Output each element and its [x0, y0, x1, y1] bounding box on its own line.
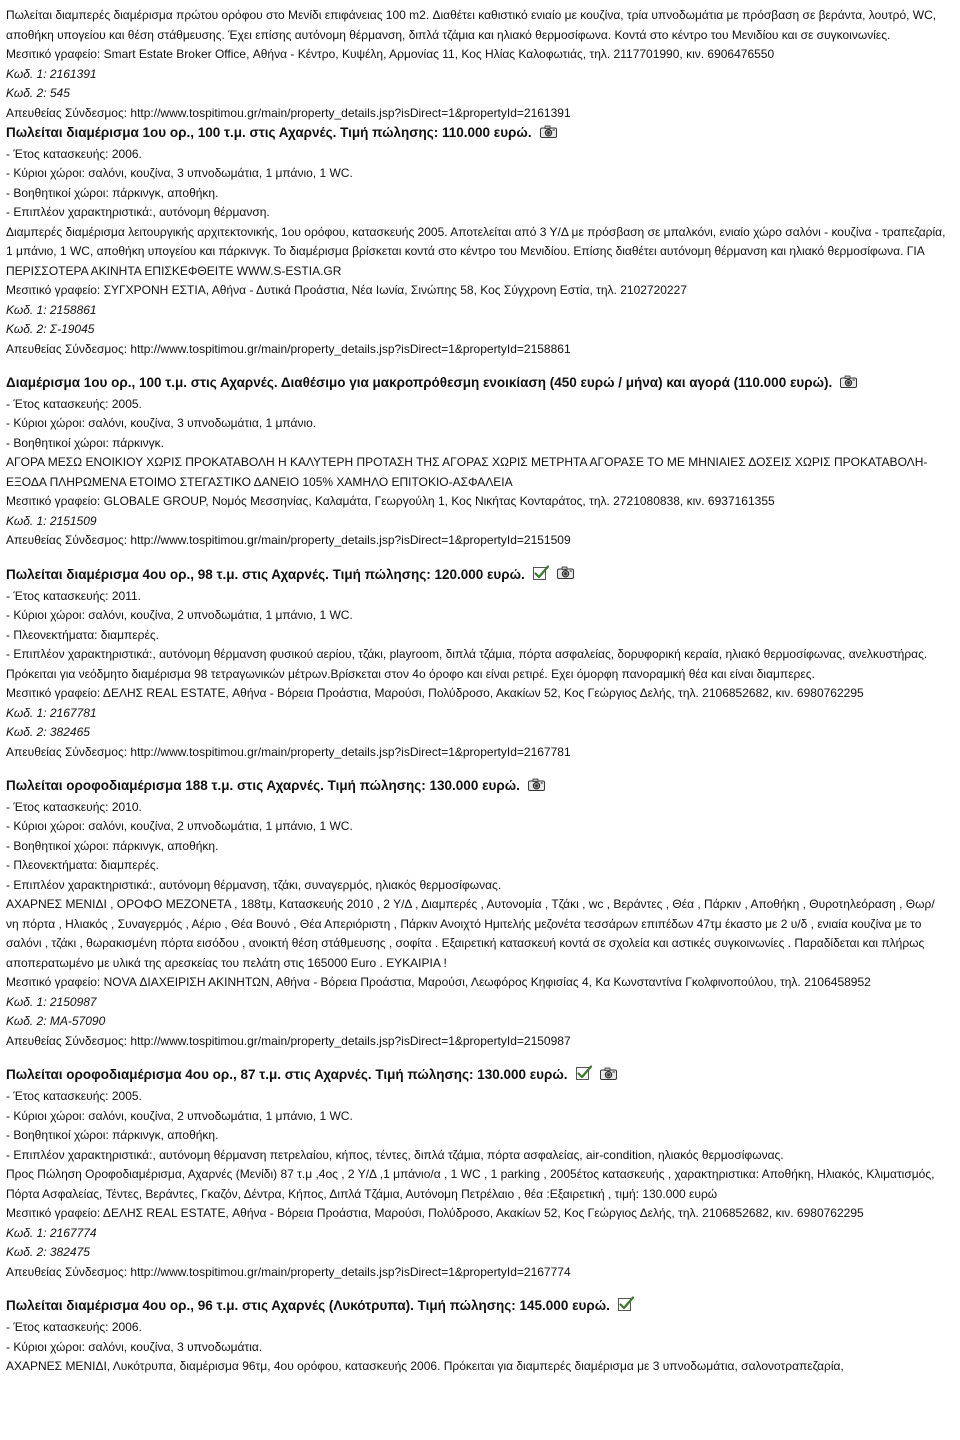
direct-link[interactable]: Απευθείας Σύνδεσμος: http://www.tospitimou.gr/main/property_details.jsp?isDirect=1&propertyId=2161391 [6, 105, 571, 120]
detail-line: Μεσιτικό γραφείο: NOVA ΔΙΑΧΕΙΡΙΣΗ ΑΚΙΝΗΤΩΝ, Αθήνα - Βόρεια Προάστια, Μαρούσι, Λεωφόρος Κηφισίας 4, Κα Κωνσταντίνα Γκολφινοπούλου, τηλ. 2106458952 [6, 975, 871, 990]
camera-icon[interactable] [600, 1067, 617, 1080]
code-2: Κωδ. 2: Σ-19045 [6, 322, 95, 337]
detail-line: Διαμπερές διαμέρισμα λειτουργικής αρχιτεκτονικής, 1ου ορόφου, κατασκευής 2005. Αποτελείται από 3 Υ/Δ με πρόσβαση σε μπαλκόνι, ενιαίο χώρο σαλόνι - κουζίνα - τραπεζαρία, 1 μπάνιο, 1 WC, αποθήκη υπογείου και πάρκινγκ. Το διαμέρισμα βρίσκεται κοντά στο κέντρο του Μενιδίου. Επίσης διαθέτει αυτόνομη θέρμανση και ηλιακό θερμοσίφωνα. ΓΙΑ ΠΕΡΙΣΣΟΤΕΡΑ ΑΚΙΝΗΤΑ ΕΠΙΣΚΕΦΘΕΙΤΕ WWW.S-ESTIA.GR [6, 224, 946, 278]
description-line: Πωλείται διαμπερές διαμέρισμα πρώτου ορόφου στο Μενίδι επιφάνειας 100 m2. Διαθέτει καθιστικό ενιαίο με κουζίνα, τρία υπνοδωμάτια με πρόσβαση σε βεράντα, λουτρό, WC, αποθήκη υπογείου και θέση στάθμευσης. Έχει επίσης αυτόνομη θέρμανση, διπλά τζάμια και ηλιακό θερμοσίφωνα. Κοντά στο κέντρο του Μενιδίου και σε συγκοινωνίες. [6, 8, 937, 42]
code-1: Κωδ. 1: 2150987 [6, 994, 97, 1009]
detail-line: - Επιπλέον χαρακτηριστικά:, αυτόνομη θέρμανση, τζάκι, συναγερμός, ηλιακός θερμοσίφωνας. [6, 877, 502, 892]
detail-line: - Έτος κατασκευής: 2011. [6, 588, 141, 603]
detail-line: - Πλεονεκτήματα: διαμπερές. [6, 858, 159, 873]
direct-link[interactable]: Απευθείας Σύνδεσμος: http://www.tospitimou.gr/main/property_details.jsp?isDirect=1&propertyId=2158861 [6, 341, 571, 356]
listing-title-text: Πωλείται οροφοδιαμέρισμα 188 τ.μ. στις Αχαρνές. Τιμή πώλησης: 130.000 ευρώ. [6, 778, 520, 794]
listing-title[interactable] [6, 123, 946, 144]
checkmark-icon [576, 1065, 592, 1080]
direct-link[interactable]: Απευθείας Σύνδεσμος: http://www.tospitimou.gr/main/property_details.jsp?isDirect=1&propertyId=2167774 [6, 1264, 571, 1279]
detail-line: - Επιπλέον χαρακτηριστικά:, αυτόνομη θέρμανση. [6, 205, 270, 220]
code-2: Κωδ. 2: 382465 [6, 725, 90, 740]
listing-icons [840, 373, 865, 393]
camera-icon[interactable] [840, 375, 857, 388]
checkmark-icon-wrap [576, 1065, 592, 1086]
detail-line: Πρόκειται για νεόδμητο διαμέρισμα 98 τετραγωνικών μέτρων.Βρίσκεται στον 4ο όροφο και είναι ρετιρέ. Εχει όμορφη πανοραμική θέα και είναι διαμπερες. [6, 666, 815, 681]
checkmark-icon-wrap [618, 1296, 634, 1317]
detail-line: ΑΧΑΡΝΕΣ ΜΕΝΙΔΙ , ΟΡΟΦΟ ΜΕΖΟΝΕΤΑ , 188τμ, Κατασκευής 2010 , 2 Υ/Δ , Διαμπερές , Αυτονομία , Τζάκι , wc , Βεράντες , Θέα , Πάρκιν , Αποθήκη , Θυροτηλεόραση , Θωρ/νη πόρτα , Ηλιακός , Συναγερμός , Αέριο , Θέα Βουνό , Θέα Απεριόριστη , Πάρκιν Ανοιχτό Ημιτελής μεζονέτα τεσσάρων επιπέδων 47τμ έκαστο με 2 υ/δ , ενιαία κουζίνα με το σαλόνι , τζάκι , θωρακισμένη πόρτα εισόδου , ανοικτή θέση στάθμευσης , σοφίτα . Εξαιρετική κατασκευή κοντά σε σχολεία και αστικές συγκοινωνίες . Παραδίδεται και πλήρως αποπερατωμένο με υλικά της αρεσκείας του πελάτη στις 165000 Euro . ΕΥΚΑΙΡΙΑ ! [6, 897, 935, 970]
detail-line: - Κύριοι χώροι: σαλόνι, κουζίνα, 3 υπνοδωμάτια, 1 μπάνιο, 1 WC. [6, 166, 353, 181]
listing-icons [528, 777, 553, 797]
listing-title-text: Πωλείται διαμέρισμα 1ου ορ., 100 τ.μ. στις Αχαρνές. Τιμή πώλησης: 110.000 ευρώ. [6, 125, 532, 140]
camera-icon-wrap[interactable] [840, 374, 857, 394]
listing-title[interactable] [6, 1296, 946, 1317]
direct-link[interactable]: Απευθείας Σύνδεσμος: http://www.tospitimou.gr/main/property_details.jsp?isDirect=1&propertyId=2150987 [6, 1033, 571, 1048]
listing-icons [618, 1296, 642, 1317]
camera-icon[interactable] [557, 566, 574, 579]
code-1: Κωδ. 1: 2151509 [6, 513, 97, 528]
detail-line: ΑΧΑΡΝΕΣ ΜΕΝΙΔΙ, Λυκότρυπα, διαμέρισμα 96τμ, 4ου ορόφου, κατασκευής 2006. Πρόκειται για διαμπερές διαμέρισμα με 3 υπνοδωμάτια, σαλονοτραπεζαρία, [6, 1359, 844, 1374]
agency-line: Μεσιτικό γραφείο: Smart Estate Broker Office, Αθήνα - Κέντρο, Κυψέλη, Αρμονίας 11, Κος Ηλίας Καλοφωτιάς, τηλ. 2117701990, κιν. 6906476550 [6, 47, 775, 61]
detail-line: Μεσιτικό γραφείο: ΣΥΓΧΡΟΝΗ ΕΣΤΙΑ, Αθήνα - Δυτικά Προάστια, Νέα Ιωνία, Σινώπης 58, Κος Σύγχρονη Εστία, τηλ. 2102720227 [6, 283, 687, 298]
listing-icons [576, 1065, 625, 1086]
detail-line: Προς Πώληση Οροφοδιαμέρισμα, Αχαρνές (Μενίδι) 87 τ.μ ,4ος , 2 Υ/Δ ,1 μπάνιο/α , 1 WC , 1 parking , 2005έτος κατασκευής , χαρακτηριστικα: Αποθήκη, Ηλιακός, Κλιματισμός, Πόρτα Ασφαλείας, Τέντες, Βεράντες, Γκαζόν, Δέντρα, Κήπος, Διπλά Τζάμια, Αυτόνομη Πετρέλαιο , θέα :Εξαιρετική , τιμή: 130.000 ευρώ [6, 1167, 935, 1201]
detail-line: - Έτος κατασκευής: 2006. [6, 146, 142, 161]
listing [6, 373, 946, 551]
detail-line: - Έτος κατασκευής: 2005. [6, 1089, 142, 1104]
listing [6, 1296, 946, 1377]
direct-link[interactable]: Απευθείας Σύνδεσμος: http://www.tospitimou.gr/main/property_details.jsp?isDirect=1&propertyId=2167781 [6, 744, 571, 759]
detail-line: - Κύριοι χώροι: σαλόνι, κουζίνα, 3 υπνοδωμάτια, 1 μπάνιο. [6, 416, 317, 431]
detail-line: - Κύριοι χώροι: σαλόνι, κουζίνα, 3 υπνοδωμάτια. [6, 1339, 263, 1354]
listing-icons [540, 123, 565, 143]
detail-line: - Έτος κατασκευής: 2006. [6, 1320, 142, 1335]
listing [6, 776, 946, 1051]
detail-line: - Έτος κατασκευής: 2005. [6, 396, 142, 411]
detail-line: - Έτος κατασκευής: 2010. [6, 799, 142, 814]
code-1: Κωδ. 1: 2167781 [6, 705, 97, 720]
detail-line: - Βοηθητικοί χώροι: πάρκινγκ. [6, 435, 165, 450]
code-2: Κωδ. 2: MA-57090 [6, 1014, 106, 1029]
detail-line: Μεσιτικό γραφείο: GLOBALE GROUP, Νομός Μεσσηνίας, Καλαμάτα, Γεωργούλη 1, Κος Νικήτας Κονταράτος, τηλ. 2721080838, κιν. 6937161355 [6, 494, 775, 509]
listing [6, 1065, 946, 1282]
listings-container [6, 123, 946, 1377]
camera-icon[interactable] [528, 778, 545, 791]
detail-line: - Κύριοι χώροι: σαλόνι, κουζίνα, 2 υπνοδωμάτια, 1 μπάνιο, 1 WC. [6, 819, 353, 834]
detail-line: - Επιπλέον χαρακτηριστικά:, αυτόνομη θέρμανση πετρελαίου, κήπος, τέντες, διπλά τζάμια, πόρτα ασφαλείας, air-condition, ηλιακός θερμοσίφωνας. [6, 1147, 784, 1162]
camera-icon-wrap[interactable] [540, 124, 557, 144]
listing-title[interactable] [6, 776, 946, 797]
checkmark-icon [618, 1296, 634, 1311]
detail-line: - Κύριοι χώροι: σαλόνι, κουζίνα, 2 υπνοδωμάτια, 1 μπάνιο, 1 WC. [6, 608, 353, 623]
detail-line: Μεσιτικό γραφείο: ΔΕΛΗΣ REAL ESTATE, Αθήνα - Βόρεια Προάστια, Μαρούσι, Πολύδροσο, Ακακίων 52, Κος Γεώργιος Δελής, τηλ. 2106852682, κιν. 6980762295 [6, 686, 864, 701]
code-2: Κωδ. 2: 545 [6, 86, 70, 100]
listing-title-text: Πωλείται διαμέρισμα 4ου ορ., 96 τ.μ. στις Αχαρνές (Λυκότρυπα). Τιμή πώλησης: 145.000 ευρώ. [6, 1298, 610, 1314]
listing-title-text: Διαμέρισμα 1ου ορ., 100 τ.μ. στις Αχαρνές. Διαθέσιμο για μακροπρόθεσμη ενοικίαση (450 ευρώ / μήνα) και αγορά (110.000 ευρώ). [6, 375, 833, 391]
detail-line: ΑΓΟΡΑ ΜΕΣΩ ΕΝΟΙΚΙΟΥ ΧΩΡΙΣ ΠΡΟΚΑΤΑΒΟΛΗ Η ΚΑΛΥΤΕΡΗ ΠΡΟΤΑΣΗ ΤΗΣ ΑΓΟΡΑΣ ΧΩΡΙΣ ΜΕΤΡΗΤΑ ΑΓΟΡΑΣΕ ΤΟ ΜΕ ΜΗΝΙΑΙΕΣ ΔΟΣΕΙΣ ΧΩΡΙΣ ΠΡΟΚΑΤΑΒΟΛΗ-ΕΞΟΔΑ ΠΛΗΡΩΜΕΝΑ ΕΤΟΙΜΟ ΣΤΕΓΑΣΤΙΚΟ ΔΑΝΕΙΟ 105% ΧΑΜΗΛΟ ΕΠΙΤΟΚΙΟ-ΑΣΦΑΛΕΙΑ [6, 455, 928, 489]
listing-icons [533, 565, 582, 586]
camera-icon[interactable] [540, 125, 557, 138]
code-2: Κωδ. 2: 382475 [6, 1245, 90, 1260]
detail-line: - Επιπλέον χαρακτηριστικά:, αυτόνομη θέρμανση φυσικού αερίου, τζάκι, playroom, διπλά τζάμια, πόρτα ασφαλείας, δορυφορική κεραία, ηλιακό θερμοσίφωνας, ανελκυστήρας. [6, 647, 928, 662]
listing-title-text: Πωλείται οροφοδιαμέρισμα 4ου ορ., 87 τ.μ. στις Αχαρνές. Τιμή πώλησης: 130.000 ευρώ. [6, 1067, 568, 1083]
listing-title[interactable] [6, 565, 946, 586]
detail-line: - Βοηθητικοί χώροι: πάρκινγκ, αποθήκη. [6, 838, 219, 853]
camera-icon-wrap[interactable] [600, 1066, 617, 1086]
detail-line: - Πλεονεκτήματα: διαμπερές. [6, 627, 159, 642]
listing [6, 123, 946, 359]
detail-line: - Βοηθητικοί χώροι: πάρκινγκ, αποθήκη. [6, 185, 219, 200]
camera-icon-wrap[interactable] [528, 777, 545, 797]
checkmark-icon [533, 565, 549, 580]
checkmark-icon-wrap [533, 565, 549, 586]
code-1: Κωδ. 1: 2161391 [6, 66, 97, 81]
detail-line: Μεσιτικό γραφείο: ΔΕΛΗΣ REAL ESTATE, Αθήνα - Βόρεια Προάστια, Μαρούσι, Πολύδροσο, Ακακίων 52, Κος Γεώργιος Δελής, τηλ. 2106852682, κιν. 6980762295 [6, 1206, 864, 1221]
listing [6, 565, 946, 763]
listing-title[interactable] [6, 373, 946, 394]
detail-line: - Κύριοι χώροι: σαλόνι, κουζίνα, 2 υπνοδωμάτια, 1 μπάνιο, 1 WC. [6, 1108, 353, 1123]
direct-link[interactable]: Απευθείας Σύνδεσμος: http://www.tospitimou.gr/main/property_details.jsp?isDirect=1&propertyId=2151509 [6, 533, 571, 548]
detail-line: - Βοηθητικοί χώροι: πάρκινγκ, αποθήκη. [6, 1128, 219, 1143]
listing-title[interactable] [6, 1065, 946, 1086]
camera-icon-wrap[interactable] [557, 565, 574, 585]
listing-title-text: Πωλείται διαμέρισμα 4ου ορ., 98 τ.μ. στις Αχαρνές. Τιμή πώλησης: 120.000 ευρώ. [6, 566, 525, 582]
intro-listing [6, 6, 946, 123]
code-1: Κωδ. 1: 2158861 [6, 302, 97, 317]
code-1: Κωδ. 1: 2167774 [6, 1225, 97, 1240]
